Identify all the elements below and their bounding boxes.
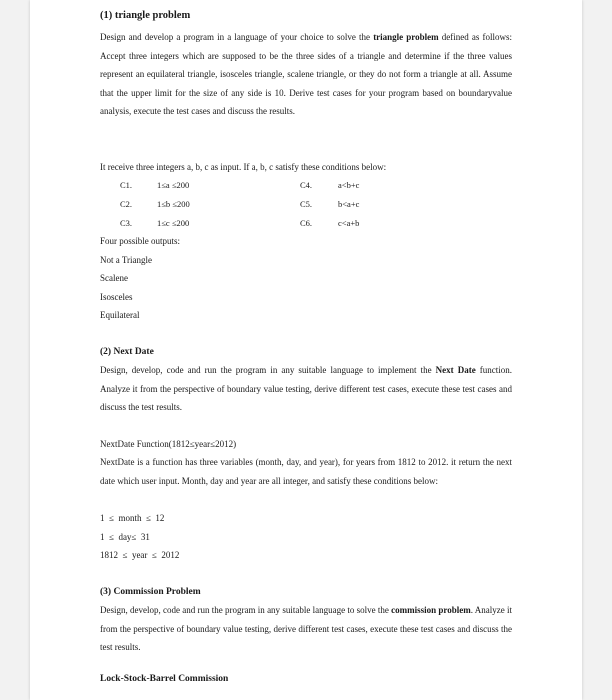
output-item: Not a Triangle: [100, 255, 153, 265]
constraint-day: 1 ≤ day≤ 31: [100, 532, 150, 542]
condition-expr: 1≤c ≤200: [157, 218, 190, 228]
document-page: [30, 0, 582, 700]
text-run: Design, develop, code and run the program in any suitable language to implement the: [100, 365, 436, 375]
section-heading-next-date: (2) Next Date: [100, 347, 154, 357]
condition-expr: 1≤a ≤200: [157, 180, 190, 190]
triangle-description: [100, 28, 512, 121]
condition-id: C5.: [300, 199, 313, 209]
function-title: NextDate Function(1812≤year≤2012): [100, 439, 237, 449]
conditions-intro: It receive three integers a, b, c as input. If a, b, c satisfy these conditions below:: [100, 162, 387, 172]
bold-term: commission problem: [391, 605, 471, 615]
next-date-description: [100, 361, 512, 417]
section-heading-commission: (3) Commission Problem: [100, 587, 201, 597]
condition-id: C4.: [300, 180, 313, 190]
function-description: NextDate is a function has three variables (month, day, and year), for years from 1812 to 2012. it return the next date which user input. Month, day and year are all integer, and satisfy these conditions below:: [100, 457, 512, 486]
condition-expr: a<b+c: [338, 180, 360, 190]
outputs-label: Four possible outputs:: [100, 236, 181, 246]
condition-expr: 1≤b ≤200: [157, 199, 190, 209]
bold-term: triangle problem: [373, 32, 439, 42]
condition-id: C3.: [120, 218, 133, 228]
subheading-lock-stock-barrel: Lock-Stock-Barrel Commission: [100, 674, 229, 684]
condition-id: C2.: [120, 199, 133, 209]
text-run: Design, develop, code and run the program in any suitable language to solve the: [100, 605, 392, 615]
section-heading-triangle: (1) triangle problem: [100, 10, 191, 21]
condition-id: C6.: [300, 218, 313, 228]
text-run: Design and develop a program in a language of your choice to solve the: [100, 32, 374, 42]
condition-expr: b<a+c: [338, 199, 360, 209]
condition-id: C1.: [120, 180, 133, 190]
constraint-month: 1 ≤ month ≤ 12: [100, 513, 165, 523]
condition-expr: c<a+b: [338, 218, 360, 228]
output-item: Isosceles: [100, 292, 133, 302]
text-run: . Analyze it from the perspective of boundary value testing, derive different test cases, execute these test cases and discuss the test results.: [100, 605, 513, 652]
output-item: Scalene: [100, 273, 128, 283]
text-run: function. Analyze it from the perspective of boundary value testing, derive different test cases, execute these test cases and discuss the test results.: [100, 365, 512, 412]
bold-term: Next Date: [435, 365, 476, 375]
constraint-year: 1812 ≤ year ≤ 2012: [100, 550, 180, 560]
text-run: defined as follows: Accept three integers which are supposed to be the three sides of a triangle and determine if the three values represent an equilateral triangle, isosceles triangle, scalene triangle, or they do not form a triangle at all. Assume that the upper limit for the size of any side is 10. Derive test cases for your program based on boundaryvalue analysis, execute the test cases and discuss the results.: [100, 32, 513, 116]
output-item: Equilateral: [100, 310, 140, 320]
commission-description: [100, 601, 512, 657]
